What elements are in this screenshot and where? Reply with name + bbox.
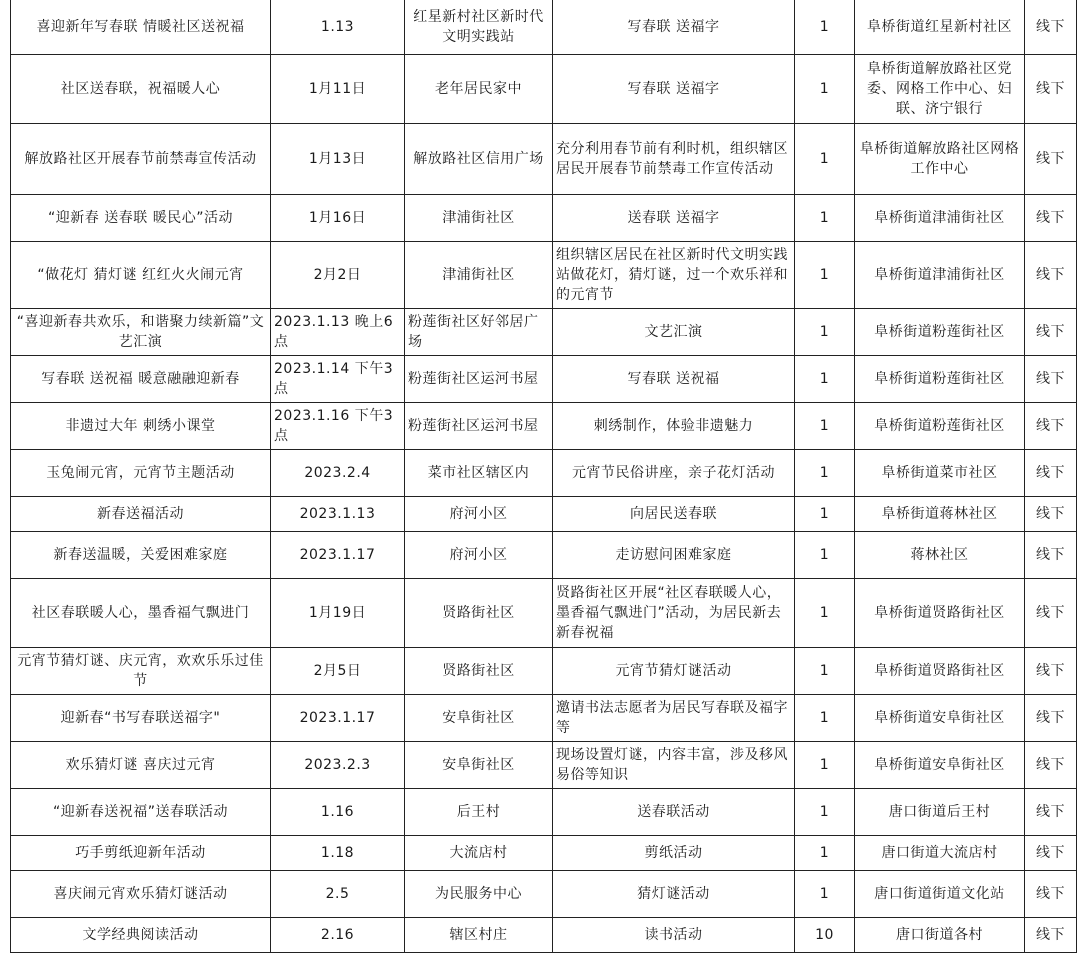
- place-cell: 府河小区: [405, 497, 553, 532]
- count-cell: 10: [795, 918, 855, 953]
- mode-cell: 线下: [1025, 403, 1077, 450]
- mode-cell: 线下: [1025, 871, 1077, 918]
- place-cell: 老年居民家中: [405, 55, 553, 124]
- mode-cell: 线下: [1025, 918, 1077, 953]
- activity-cell: 喜庆闹元宵欢乐猜灯谜活动: [11, 871, 271, 918]
- activity-cell: 解放路社区开展春节前禁毒宣传活动: [11, 124, 271, 195]
- table-row: [11, 648, 1077, 695]
- activity-cell: 社区送春联，祝福暖人心: [11, 55, 271, 124]
- activity-cell: 写春联 送祝福 暖意融融迎新春: [11, 356, 271, 403]
- place-cell: 贤路街社区: [405, 579, 553, 648]
- organizer-cell: 阜桥街道安阜街社区: [855, 742, 1025, 789]
- organizer-cell: 阜桥街道粉莲街社区: [855, 356, 1025, 403]
- content-cell: 元宵节民俗讲座，亲子花灯活动: [553, 450, 795, 497]
- table-row: [11, 836, 1077, 871]
- organizer-cell: 阜桥街道津浦街社区: [855, 242, 1025, 309]
- place-cell: 红星新村社区新时代文明实践站: [405, 0, 553, 55]
- organizer-cell: 蒋林社区: [855, 532, 1025, 579]
- count-cell: 1: [795, 242, 855, 309]
- mode-cell: 线下: [1025, 497, 1077, 532]
- count-cell: 1: [795, 871, 855, 918]
- mode-cell: 线下: [1025, 742, 1077, 789]
- count-cell: 1: [795, 532, 855, 579]
- content-cell: 文艺汇演: [553, 309, 795, 356]
- content-cell: 组织辖区居民在社区新时代文明实践站做花灯，猜灯谜，过一个欢乐祥和的元宵节: [553, 242, 795, 309]
- table-row: [11, 532, 1077, 579]
- table-row: [11, 55, 1077, 124]
- count-cell: 1: [795, 648, 855, 695]
- date-cell: 1.18: [271, 836, 405, 871]
- date-cell: 2.5: [271, 871, 405, 918]
- place-cell: 粉莲街社区好邻居广场: [405, 309, 553, 356]
- organizer-cell: 阜桥街道菜市社区: [855, 450, 1025, 497]
- table-row: [11, 403, 1077, 450]
- count-cell: 1: [795, 450, 855, 497]
- date-cell: 1.13: [271, 0, 405, 55]
- activity-cell: 欢乐猜灯谜 喜庆过元宵: [11, 742, 271, 789]
- count-cell: 1: [795, 497, 855, 532]
- count-cell: 1: [795, 695, 855, 742]
- count-cell: 1: [795, 55, 855, 124]
- count-cell: 1: [795, 356, 855, 403]
- date-cell: 1月19日: [271, 579, 405, 648]
- mode-cell: 线下: [1025, 242, 1077, 309]
- date-cell: 2023.1.14 下午3点: [271, 356, 405, 403]
- content-cell: 写春联 送福字: [553, 0, 795, 55]
- content-cell: 写春联 送福字: [553, 55, 795, 124]
- date-cell: 1月11日: [271, 55, 405, 124]
- count-cell: 1: [795, 579, 855, 648]
- place-cell: 贤路街社区: [405, 648, 553, 695]
- content-cell: 充分利用春节前有利时机，组织辖区居民开展春节前禁毒工作宣传活动: [553, 124, 795, 195]
- table-row: [11, 195, 1077, 242]
- place-cell: 津浦街社区: [405, 242, 553, 309]
- count-cell: 1: [795, 195, 855, 242]
- mode-cell: 线下: [1025, 309, 1077, 356]
- organizer-cell: 阜桥街道粉莲街社区: [855, 309, 1025, 356]
- activity-cell: 新春送福活动: [11, 497, 271, 532]
- organizer-cell: 唐口街道各村: [855, 918, 1025, 953]
- organizer-cell: 阜桥街道红星新村社区: [855, 0, 1025, 55]
- organizer-cell: 阜桥街道解放路社区党委、网格工作中心、妇联、济宁银行: [855, 55, 1025, 124]
- organizer-cell: 唐口街道后王村: [855, 789, 1025, 836]
- organizer-cell: 阜桥街道解放路社区网格工作中心: [855, 124, 1025, 195]
- activity-cell: 玉兔闹元宵，元宵节主题活动: [11, 450, 271, 497]
- date-cell: 2023.1.13: [271, 497, 405, 532]
- content-cell: 写春联 送祝福: [553, 356, 795, 403]
- date-cell: 1月13日: [271, 124, 405, 195]
- activity-cell: 巧手剪纸迎新年活动: [11, 836, 271, 871]
- activity-cell: 非遗过大年 刺绣小课堂: [11, 403, 271, 450]
- content-cell: 现场设置灯谜，内容丰富，涉及移风易俗等知识: [553, 742, 795, 789]
- content-cell: 读书活动: [553, 918, 795, 953]
- organizer-cell: 唐口街道街道文化站: [855, 871, 1025, 918]
- mode-cell: 线下: [1025, 789, 1077, 836]
- table-row: [11, 497, 1077, 532]
- content-cell: 送春联活动: [553, 789, 795, 836]
- organizer-cell: 阜桥街道粉莲街社区: [855, 403, 1025, 450]
- content-cell: 邀请书法志愿者为居民写春联及福字等: [553, 695, 795, 742]
- date-cell: 1月16日: [271, 195, 405, 242]
- content-cell: 走访慰问困难家庭: [553, 532, 795, 579]
- date-cell: 2月2日: [271, 242, 405, 309]
- table-row: [11, 450, 1077, 497]
- activity-cell: “迎新春送祝福”送春联活动: [11, 789, 271, 836]
- table-row: [11, 309, 1077, 356]
- date-cell: 2023.1.16 下午3点: [271, 403, 405, 450]
- content-cell: 贤路街社区开展“社区春联暖人心，墨香福气飘进门”活动，为居民新去新春祝福: [553, 579, 795, 648]
- count-cell: 1: [795, 836, 855, 871]
- mode-cell: 线下: [1025, 648, 1077, 695]
- date-cell: 2023.2.3: [271, 742, 405, 789]
- activity-table: [10, 0, 1077, 953]
- content-cell: 向居民送春联: [553, 497, 795, 532]
- place-cell: 府河小区: [405, 532, 553, 579]
- place-cell: 菜市社区辖区内: [405, 450, 553, 497]
- activity-cell: 文学经典阅读活动: [11, 918, 271, 953]
- mode-cell: 线下: [1025, 450, 1077, 497]
- organizer-cell: 阜桥街道蒋林社区: [855, 497, 1025, 532]
- activity-cell: 迎新春“书写春联送福字": [11, 695, 271, 742]
- content-cell: 剪纸活动: [553, 836, 795, 871]
- count-cell: 1: [795, 309, 855, 356]
- table-row: [11, 742, 1077, 789]
- table-row: [11, 789, 1077, 836]
- mode-cell: 线下: [1025, 356, 1077, 403]
- place-cell: 津浦街社区: [405, 195, 553, 242]
- count-cell: 1: [795, 742, 855, 789]
- mode-cell: 线下: [1025, 532, 1077, 579]
- date-cell: 2023.1.17: [271, 695, 405, 742]
- activity-cell: “喜迎新春共欢乐，和谐聚力续新篇”文艺汇演: [11, 309, 271, 356]
- table-row: [11, 579, 1077, 648]
- place-cell: 粉莲街社区运河书屋: [405, 403, 553, 450]
- place-cell: 辖区村庄: [405, 918, 553, 953]
- place-cell: 安阜街社区: [405, 742, 553, 789]
- content-cell: 元宵节猜灯谜活动: [553, 648, 795, 695]
- mode-cell: 线下: [1025, 695, 1077, 742]
- organizer-cell: 阜桥街道安阜街社区: [855, 695, 1025, 742]
- activity-table-body: [11, 0, 1077, 953]
- organizer-cell: 阜桥街道贤路街社区: [855, 648, 1025, 695]
- activity-cell: “迎新春 送春联 暖民心”活动: [11, 195, 271, 242]
- date-cell: 2023.1.13 晚上6点: [271, 309, 405, 356]
- count-cell: 1: [795, 0, 855, 55]
- date-cell: 2023.1.17: [271, 532, 405, 579]
- date-cell: 2023.2.4: [271, 450, 405, 497]
- organizer-cell: 阜桥街道津浦街社区: [855, 195, 1025, 242]
- activity-cell: 元宵节猜灯谜、庆元宵，欢欢乐乐过佳节: [11, 648, 271, 695]
- place-cell: 后王村: [405, 789, 553, 836]
- place-cell: 安阜街社区: [405, 695, 553, 742]
- content-cell: 猜灯谜活动: [553, 871, 795, 918]
- activity-cell: “做花灯 猜灯谜 红红火火闹元宵: [11, 242, 271, 309]
- table-row: [11, 871, 1077, 918]
- organizer-cell: 唐口街道大流店村: [855, 836, 1025, 871]
- table-row: [11, 356, 1077, 403]
- mode-cell: 线下: [1025, 124, 1077, 195]
- mode-cell: 线下: [1025, 0, 1077, 55]
- date-cell: 2.16: [271, 918, 405, 953]
- table-row: [11, 918, 1077, 953]
- content-cell: 刺绣制作，体验非遗魅力: [553, 403, 795, 450]
- table-row: [11, 124, 1077, 195]
- table-row: [11, 242, 1077, 309]
- table-row: [11, 695, 1077, 742]
- activity-cell: 社区春联暖人心，墨香福气飘进门: [11, 579, 271, 648]
- mode-cell: 线下: [1025, 579, 1077, 648]
- table-row: [11, 0, 1077, 55]
- activity-cell: 喜迎新年写春联 情暖社区送祝福: [11, 0, 271, 55]
- mode-cell: 线下: [1025, 195, 1077, 242]
- content-cell: 送春联 送福字: [553, 195, 795, 242]
- count-cell: 1: [795, 789, 855, 836]
- mode-cell: 线下: [1025, 836, 1077, 871]
- place-cell: 大流店村: [405, 836, 553, 871]
- date-cell: 1.16: [271, 789, 405, 836]
- place-cell: 粉莲街社区运河书屋: [405, 356, 553, 403]
- mode-cell: 线下: [1025, 55, 1077, 124]
- count-cell: 1: [795, 403, 855, 450]
- count-cell: 1: [795, 124, 855, 195]
- date-cell: 2月5日: [271, 648, 405, 695]
- organizer-cell: 阜桥街道贤路街社区: [855, 579, 1025, 648]
- place-cell: 为民服务中心: [405, 871, 553, 918]
- place-cell: 解放路社区信用广场: [405, 124, 553, 195]
- activity-cell: 新春送温暖，关爱困难家庭: [11, 532, 271, 579]
